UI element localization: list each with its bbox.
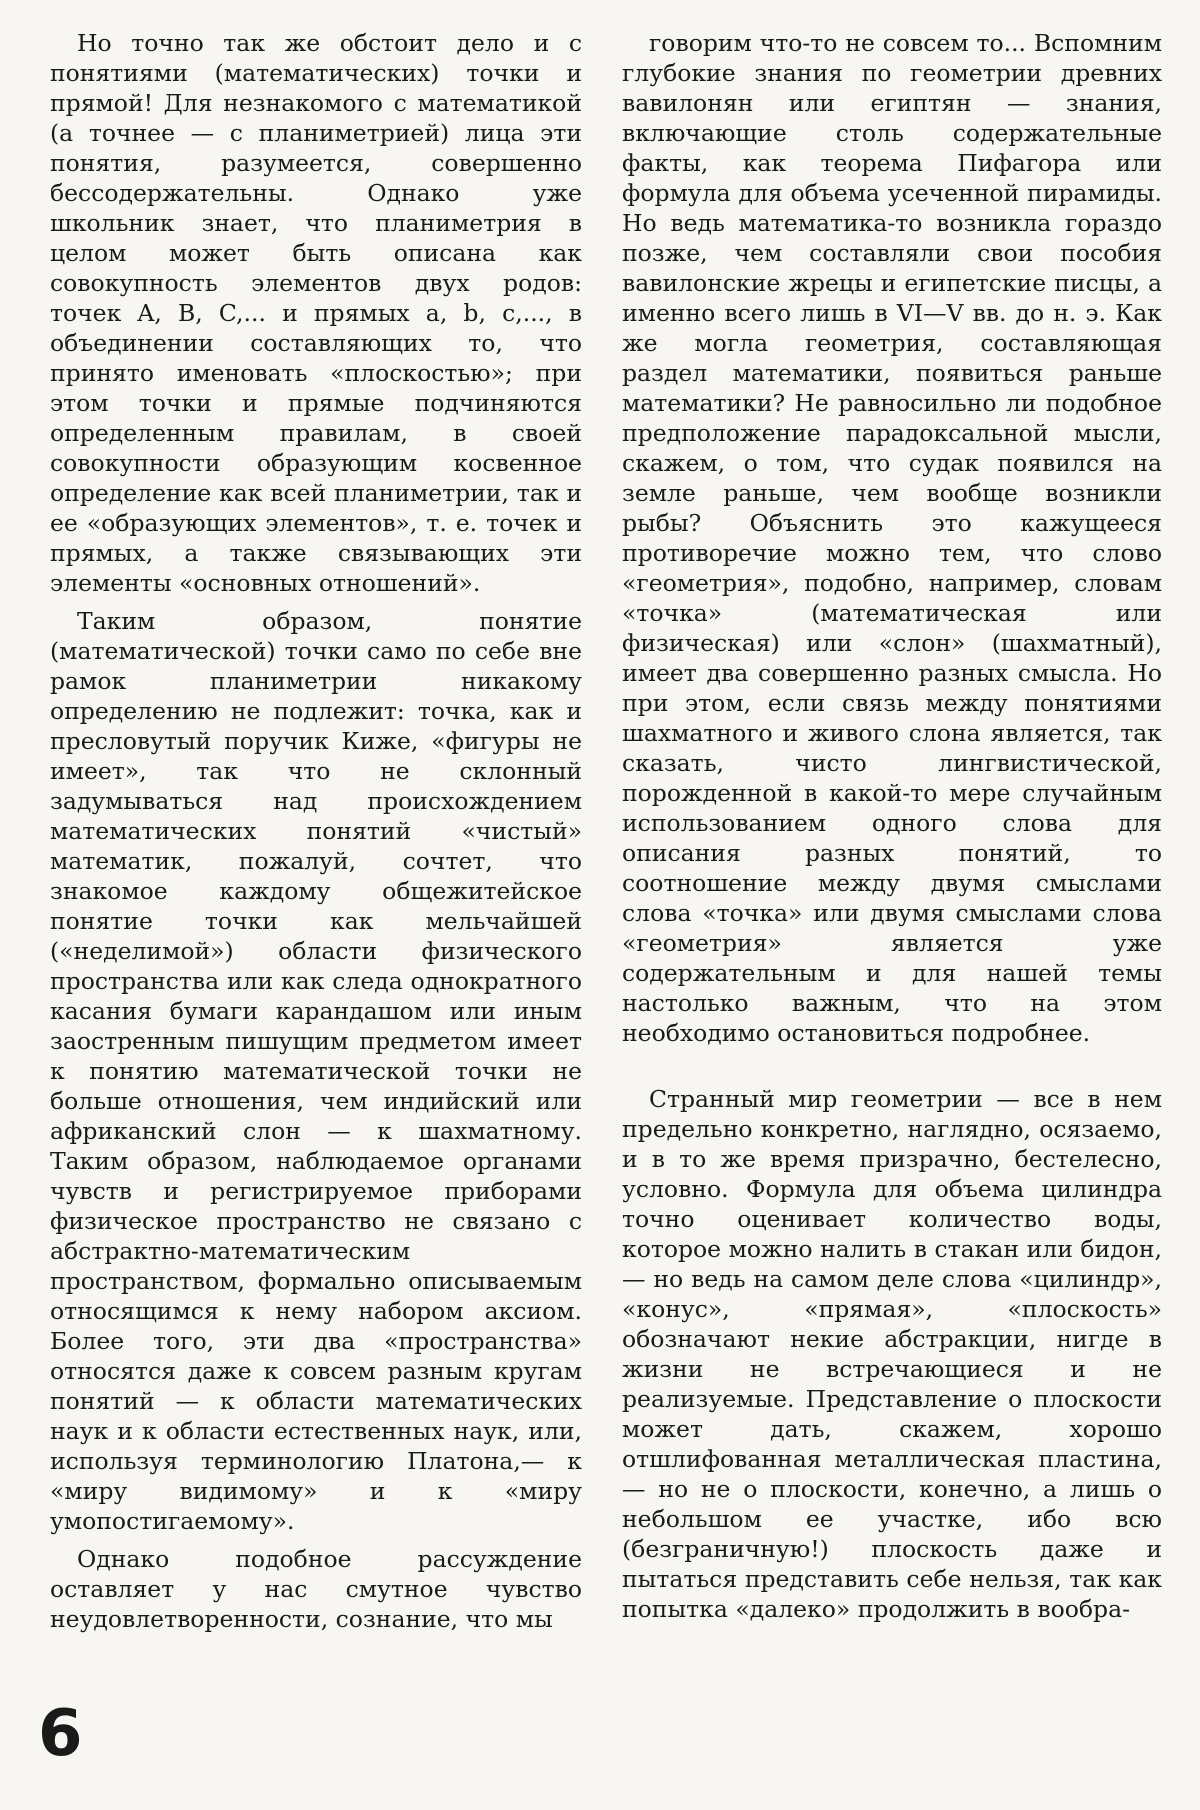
paragraph: Но точно так же обстоит дело и с понятиями (математических) точки и прямой! Для незнакомого с математикой (а точнее — с планиметрией) лица эти понятия, разумеется, совершенно бессодержательны. Однако уже школьник знает, что планиметрия в целом может быть описана как совокупность элементов двух родов: точек A, B, C,... и прямых a, b, c,..., в объединении составляющих то, что принято именовать «плоскостью»; при этом точки и прямые подчиняются определенным правилам, в своей совокупности образующим косвенное определение как всей планиметрии, так и ее «образующих элементов», т. е. точек и прямых, а также связывающих эти элементы «основных отношений». [50, 29, 582, 597]
paragraph: Странный мир геометрии — все в нем предельно конкретно, наглядно, осязаемо, и в то же время призрачно, бестелесно, условно. Формула для объема цилиндра точно оценивает количество воды, которое можно налить в стакан или бидон,— но ведь на самом деле слова «цилиндр», «конус», «прямая», «плоскость» обозначают некие абстракции, нигде в жизни не встречающиеся и не реализуемые. Представление о плоскости может дать, скажем, хорошо отшлифованная металлическая пластина,— но не о плоскости, конечно, а лишь о небольшом ее участке, ибо всю (безграничную!) плоскость даже и пытаться представить себе нельзя, так как попытка «далеко» продолжить в вообра- [622, 1085, 1162, 1623]
paragraph: говорим что-то не совсем то... Вспомним глубокие знания по геометрии древних вавилонян или египтян — знания, включающие столь содержательные факты, как теорема Пифагора или формула для объема усеченной пирамиды. Но ведь математика-то возникла гораздо позже, чем составляли свои пособия вавилонские жрецы и египетские писцы, а именно всего лишь в VI—V вв. до н. э. Как же могла геометрия, составляющая раздел математики, появиться раньше математики? Не равносильно ли подобное предположение парадоксальной мысли, скажем, о том, что судак появился на земле раньше, чем вообще возникли рыбы? Объяснить это кажущееся противоречие можно тем, что слово «геометрия», подобно, например, словам «точка» (математическая или физическая) или «слон» (шахматный), имеет два совершенно разных смысла. Но при этом, если связь между понятиями шахматного и живого слона является, так сказать, чисто лингвистической, порожденной в какой-то мере случайным использованием одного слова для описания разных понятий, то соотношение между двумя смыслами слова «точка» или двумя смыслами слова «геометрия» является уже содержательным и для нашей темы настолько важным, что на этом необходимо остановиться подробнее. [622, 29, 1162, 1047]
paragraph: Таким образом, понятие (математической) точки само по себе вне рамок планиметрии никакому определению не подлежит: точка, как и пресловутый поручик Киже, «фигуры не имеет», так что не склонный задумываться над происхождением математических понятий «чистый» математик, пожалуй, сочтет, что знакомое каждому общежитейское понятие точки как мельчайшей («неделимой») области физического пространства или как следа однократного касания бумаги карандашом или иным заостренным пишущим предметом имеет к понятию математической точки не больше отношения, чем индийский или африканский слон — к шахматному. Таким образом, наблюдаемое органами чувств и регистрируемое приборами физическое пространство не связано с абстрактно-математическим пространством, формально описываемым относящимся к нему набором аксиом. Более того, эти два «пространства» относятся даже к совсем разным кругам понятий — к области математических наук и к области естественных наук, или, используя терминологию Платона,— к «миру видимому» и к «миру умопостигаемому». [50, 607, 582, 1535]
paragraph: Однако подобное рассуждение оставляет у нас смутное чувство неудовлетворенности, сознание, что мы [50, 1545, 582, 1633]
page-number: 6 [38, 1697, 83, 1771]
right-column [622, 28, 1162, 1624]
left-column [50, 28, 582, 1634]
